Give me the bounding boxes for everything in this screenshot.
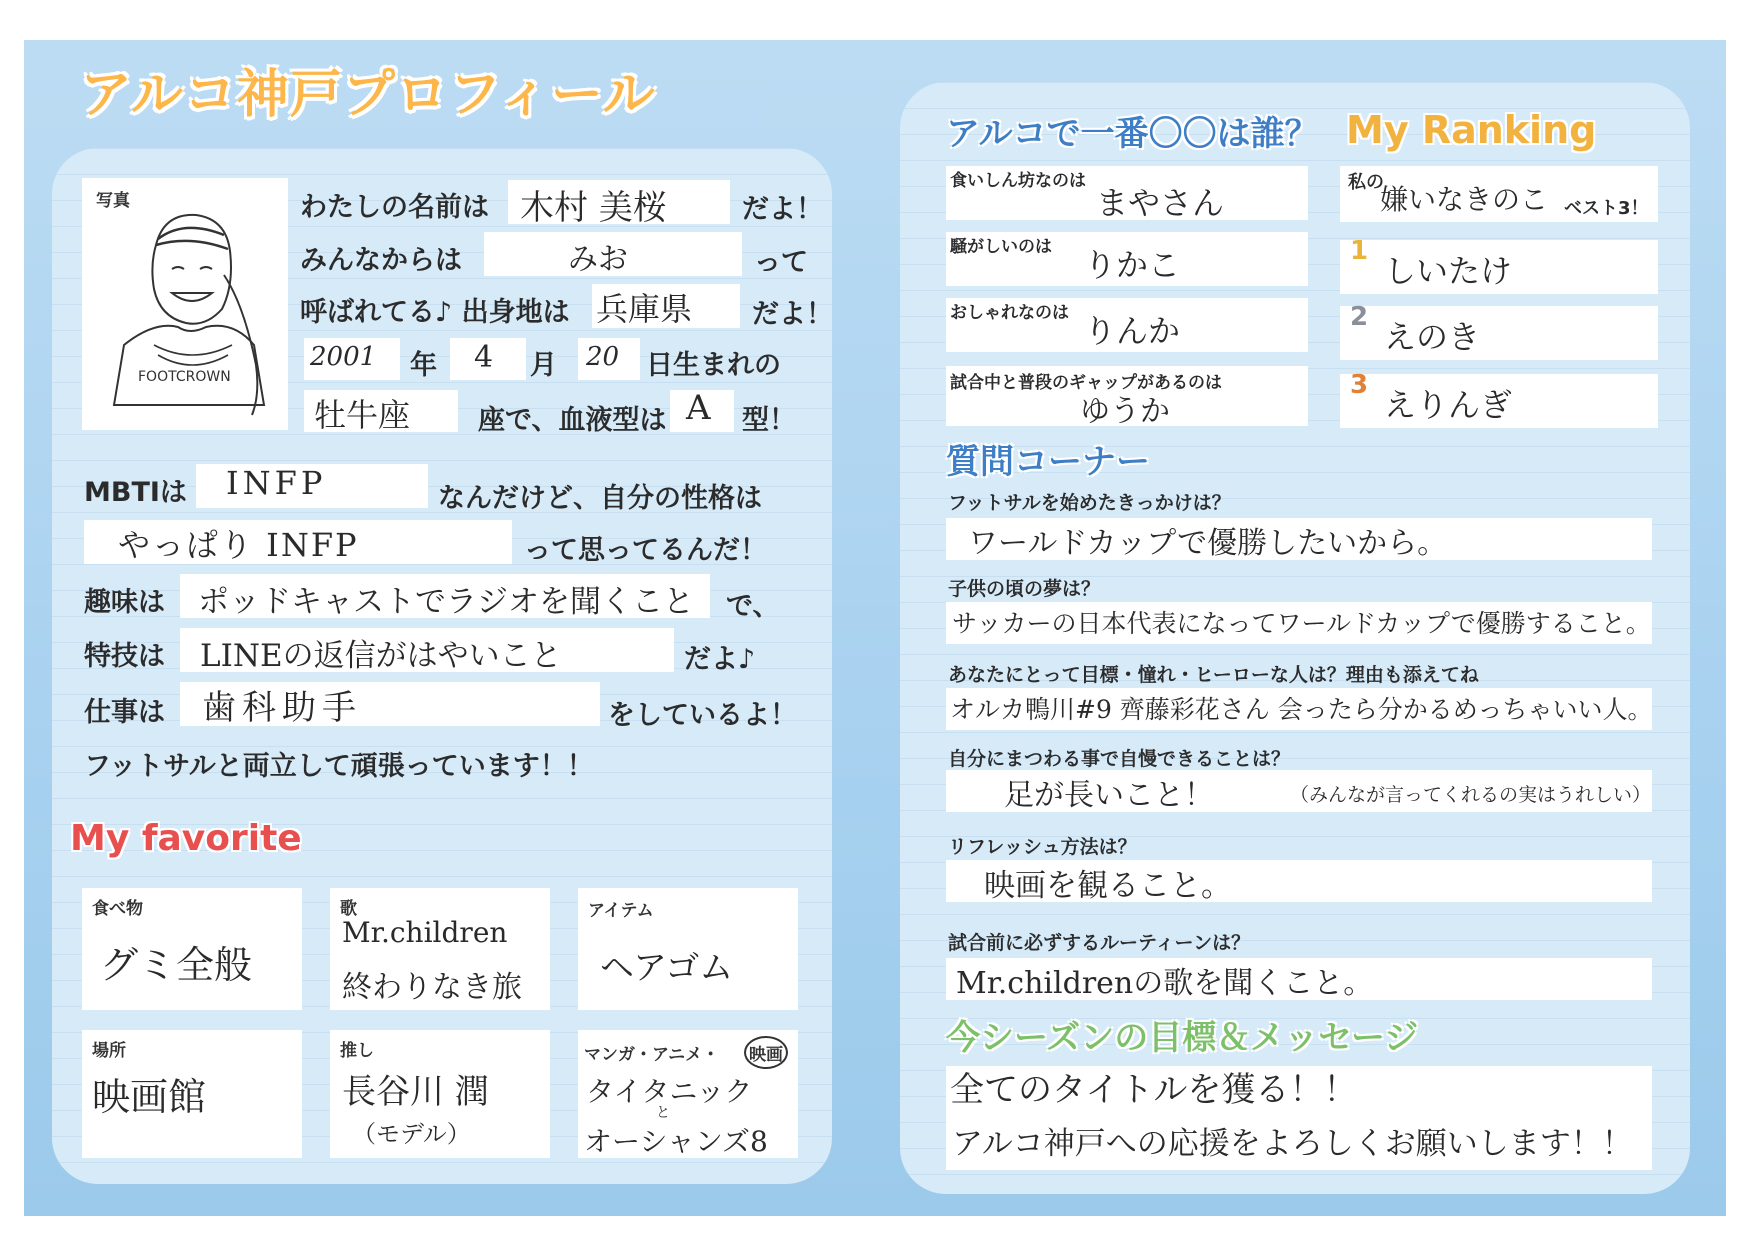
shirt-text: FOOTCROWN [138, 369, 231, 385]
hobby-value: ポッドキャストでラジオを聞くこと [198, 584, 694, 620]
year-label: 年 [410, 350, 437, 381]
name-prefix: わたしの名前は [300, 192, 489, 223]
favorite-label-oshi: 推し [340, 1041, 374, 1061]
ranking-intro-prefix: 私の [1348, 172, 1384, 193]
season-heading: 今シーズンの目標＆メッセージ [946, 1018, 1419, 1058]
qa-answer-3: オルカ鴨川#9 齊藤彩花さん 会ったら分かるめっちゃいい人。 [950, 695, 1653, 724]
ranking-intro-suffix: ベスト3！ [1564, 198, 1649, 219]
personality-value: やっぱり INFP [118, 526, 359, 564]
portrait-drawing [94, 205, 279, 427]
mbti-prefix: MBTIは [84, 477, 187, 508]
season-line-2: アルコ神戸への応援をよろしくお願いします！！ [952, 1126, 1633, 1162]
who-label-2: 騒がしいのは [950, 237, 1052, 257]
qa-question-2: 子供の頃の夢は？ [948, 578, 1101, 600]
name-suffix: だよ！ [742, 194, 823, 225]
qa-answer-4: 足が長いこと！ [1004, 778, 1214, 813]
season-line-1: 全てのタイトルを獲る！！ [950, 1070, 1358, 1110]
qa-answer-1: ワールドカップで優勝したいから。 [968, 526, 1448, 561]
personality-suffix: って思ってるんだ！ [524, 535, 767, 566]
month-label: 月 [530, 350, 557, 381]
zodiac-suffix: 座で、血液型は [478, 405, 667, 436]
ranking-rank-1: 1 [1350, 236, 1369, 266]
nickname-prefix: みんなからは [300, 245, 462, 276]
who-label-1: 食いしん坊なのは [950, 171, 1086, 191]
who-heading: アルコで一番〇〇は誰？ [946, 114, 1319, 154]
birth-year: 2001 [310, 342, 377, 372]
day-label: 日生まれの [646, 350, 781, 381]
qa-answer-2: サッカーの日本代表になってワールドカップで優勝すること。 [952, 609, 1651, 638]
favorite-value-oshi-1: 長谷川 潤 [342, 1072, 489, 1112]
ranking-topic: 嫌いなきのこ [1380, 183, 1549, 216]
skill-suffix: だよ♪ [684, 644, 756, 675]
favorite-value-song-2: 終わりなき旅 [342, 970, 522, 1005]
qa-question-6: 試合前に必ずするルーティーンは？ [948, 932, 1251, 954]
blood-suffix: 型！ [742, 405, 796, 436]
ranking-value-2: えのき [1384, 318, 1481, 356]
qa-answer-6: Mr.childrenの歌を聞くこと。 [956, 966, 1374, 1001]
ranking-rank-3: 3 [1350, 370, 1369, 400]
who-label-4: 試合中と普段のギャップがあるのは [950, 373, 1222, 393]
qa-heading: 質問コーナー [946, 442, 1150, 482]
favorite-value-food: グミ全般 [100, 943, 253, 987]
mbti-suffix: なんだけど、自分の性格は [438, 483, 762, 514]
ranking-rank-2: 2 [1350, 302, 1369, 332]
who-answer-4: ゆうか [1080, 394, 1170, 429]
favorite-label-media: マンガ・アニメ・ [584, 1045, 720, 1065]
who-label-3: おしゃれなのは [950, 303, 1069, 323]
zodiac-value: 牡牛座 [314, 396, 411, 434]
favorite-value-song-1: Mr.children [342, 916, 508, 949]
birth-day: 20 [586, 342, 620, 372]
hometown-value: 兵庫県 [596, 290, 693, 328]
ranking-value-3: えりんぎ [1384, 386, 1513, 424]
hometown-prefix: 呼ばれてる♪ 出身地は [300, 297, 570, 328]
favorite-value-place: 映画館 [92, 1075, 207, 1119]
ranking-heading: My Ranking [1346, 108, 1597, 152]
job-value: 歯科助手 [202, 688, 362, 728]
who-answer-2: りかこ [1084, 246, 1181, 284]
favorite-heading: My favorite [70, 818, 302, 859]
qa-answer-4-note: （みんなが言ってくれるの実はうれしい） [1290, 784, 1652, 806]
hometown-suffix: だよ！ [752, 299, 833, 330]
skill-prefix: 特技は [84, 641, 165, 672]
favorite-label-song: 歌 [340, 899, 357, 919]
name-value: 木村 美桜 [520, 188, 667, 228]
qa-question-5: リフレッシュ方法は？ [948, 836, 1137, 858]
ranking-value-1: しいたけ [1384, 252, 1513, 290]
who-answer-1: まやさん [1096, 184, 1225, 222]
favorite-label-media-circled: 映画 [744, 1036, 788, 1069]
hobby-prefix: 趣味は [84, 587, 165, 618]
nickname-value: みお [568, 242, 628, 277]
favorite-label-food: 食べ物 [92, 899, 143, 919]
who-answer-3: りんか [1084, 312, 1181, 350]
qa-question-3: あなたにとって目標・憧れ・ヒーローな人は？理由も添えてね [948, 664, 1479, 686]
favorite-value-media-mid: と [656, 1105, 670, 1121]
favorite-value-item: ヘアゴム [600, 948, 734, 988]
nickname-suffix: って [754, 247, 808, 278]
birth-month: 4 [474, 340, 494, 375]
skill-value: LINEの返信がはやいこと [200, 638, 562, 674]
photo-label: 写真 [96, 191, 130, 211]
closing-text: フットサルと両立して頑張っています！！ [84, 751, 594, 782]
favorite-label-item: アイテム [588, 901, 654, 921]
favorite-label-place: 場所 [92, 1041, 126, 1061]
qa-question-1: フットサルを始めたきっかけは？ [948, 492, 1231, 514]
hobby-suffix: で、 [726, 591, 780, 622]
mbti-value: INFP [226, 464, 327, 502]
favorite-value-oshi-2: （モデル） [352, 1120, 471, 1148]
qa-question-4: 自分にまつわる事で自慢できることは？ [948, 748, 1291, 770]
favorite-value-media-2: オーシャンズ8 [584, 1125, 768, 1158]
job-suffix: をしているよ！ [608, 700, 797, 731]
favorite-value-media-1: タイタニック [586, 1075, 753, 1108]
blood-value: A [686, 388, 711, 428]
qa-answer-5: 映画を観ること。 [984, 868, 1232, 904]
page-title: アルコ神戸プロフィール [80, 65, 656, 125]
job-prefix: 仕事は [84, 697, 165, 728]
